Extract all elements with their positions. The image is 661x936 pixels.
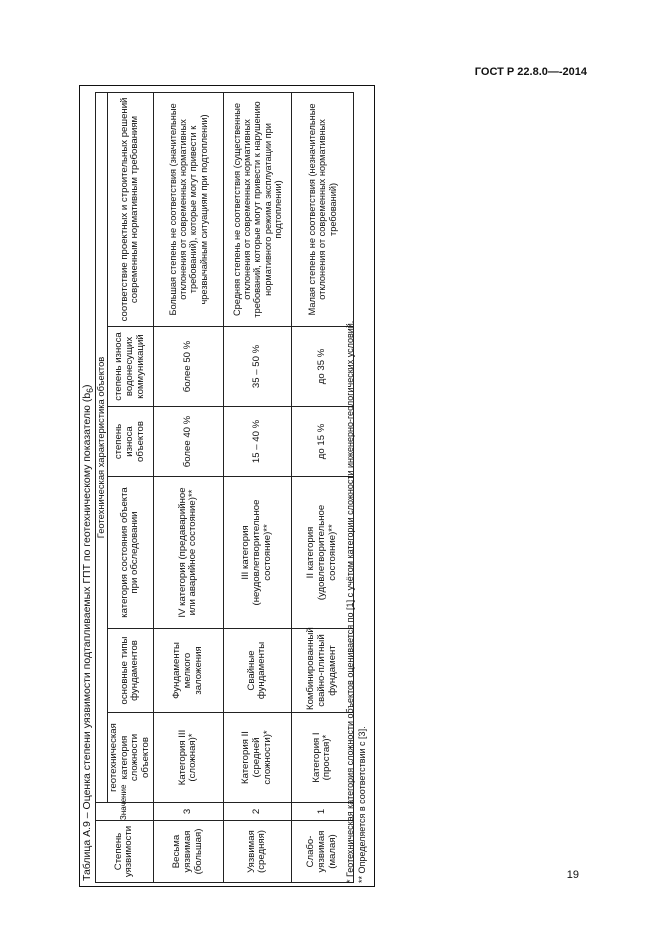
header-wear-objects: степень износа объектов (108, 407, 154, 477)
header-group: Геотехническая характеристика объектов (96, 92, 108, 802)
cell-wear-objects: более 40 % (153, 407, 223, 477)
table-caption (81, 384, 95, 881)
cell-wear-water: более 50 % (153, 327, 223, 407)
header-value: Значение (96, 803, 154, 821)
caption-end: ) (81, 384, 93, 388)
header-category: геотехническая категория сложности объектов (108, 713, 154, 803)
header-state: категория состояния объекта при обследовании (108, 477, 154, 629)
note-item: ** Определяется в соответствии с [3]. (357, 726, 368, 883)
header-degree: Степень уязвимости (96, 821, 154, 883)
cell-foundation: Комбинированный свайно-плитный фундамент (291, 629, 353, 713)
header-wear-water: степень износа водонесущих коммуникаций (108, 327, 154, 407)
header-foundation: основные типы фундаментов (108, 629, 154, 713)
cell-foundation: Свайные фундаменты (223, 629, 291, 713)
cell-state: II категория (удовлетворительное состояние)** (291, 477, 353, 629)
vulnerability-table (95, 92, 354, 883)
cell-state: IV категория (предаварийное или аварийное состояние)** (153, 477, 223, 629)
cell-category: Категория III (сложная)* (153, 713, 223, 803)
cell-degree: Слабо-уязвимая (малая) (291, 821, 353, 883)
cell-state: III категория (неудовлетворительное состояние)** (223, 477, 291, 629)
document-code: ГОСТ Р 22.8.0—-2014 (474, 66, 587, 78)
page-number: 19 (566, 869, 579, 881)
header-compliance: соответствие проектных и строительных решений современным нормативным требованиям (108, 92, 154, 326)
cell-value: 2 (223, 803, 291, 821)
cell-compliance: Малая степень не соответствия (незначительные отклонения от современных нормативных требований) (291, 92, 353, 326)
cell-category: Категория I (простая)* (291, 713, 353, 803)
cell-degree: Весьма уязвимая (большая) (153, 821, 223, 883)
cell-wear-water: 35 – 50 % (223, 327, 291, 407)
cell-foundation: Фундаменты мелкого заложения (153, 629, 223, 713)
note-item: * Геотехническая категория сложности объектов оценивается по [1] с учётом категории сложности инженерно-геологических условий. (345, 320, 355, 883)
table-notes (344, 321, 368, 883)
rotated-table-frame (79, 83, 377, 887)
table-row (153, 92, 223, 882)
cell-value: 3 (153, 803, 223, 821)
cell-degree: Уязвимая (средняя) (223, 821, 291, 883)
caption-subscript: 6 (85, 387, 96, 393)
table-row (223, 92, 291, 882)
cell-category: Категория II (средней сложности)* (223, 713, 291, 803)
cell-value: 1 (291, 803, 353, 821)
cell-compliance: Большая степень не соответствия (значительные отклонения от современных нормативных требований), которые могут привести к чрезвычайным ситуациям при подтоплении) (153, 92, 223, 326)
caption-text: Таблица А.9 – Оценка степени уязвимости подтапливаемых ГПТ по геотехническому показателю (b (81, 392, 93, 881)
cell-compliance: Средняя степень не соответствия (существенные отклонения от современных нормативных требований, которые могут привести к нарушению нормативного режима эксплуатации при подтоплении) (223, 92, 291, 326)
cell-wear-water: до 35 % (291, 327, 353, 407)
cell-wear-objects: до 15 % (291, 407, 353, 477)
cell-wear-objects: 15 – 40 % (223, 407, 291, 477)
